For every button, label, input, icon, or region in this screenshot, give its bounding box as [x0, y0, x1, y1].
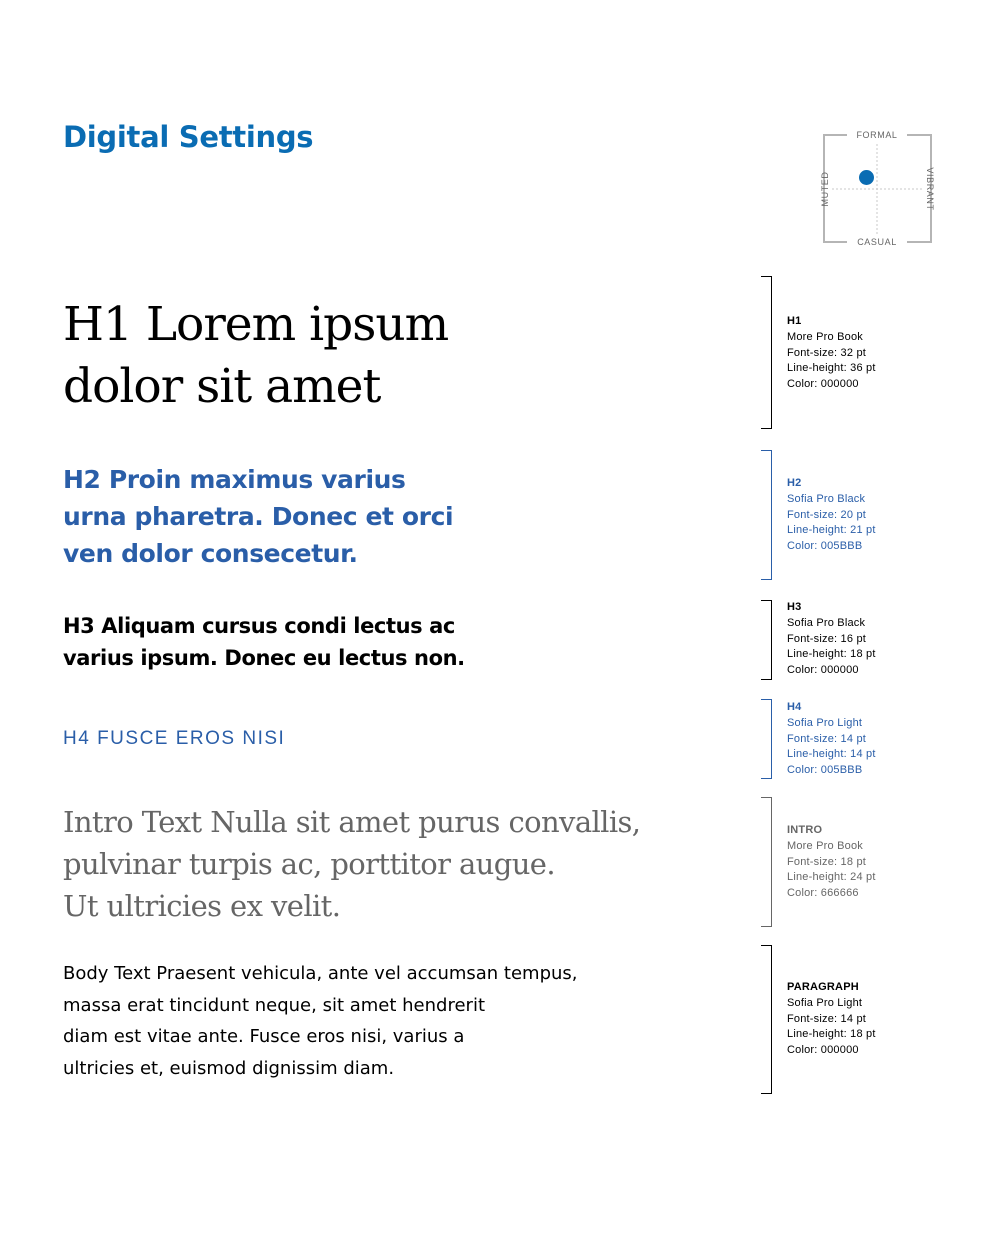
- spec-font-size: Font-size: 16 pt: [787, 632, 867, 645]
- spec-font-size: Font-size: 32 pt: [787, 346, 867, 359]
- h4-spec-bracket: [761, 699, 772, 779]
- paragraph-spec-bracket: [761, 945, 772, 1094]
- h3-sample: [63, 610, 583, 674]
- spec-line-height: Line-height: 24 pt: [787, 871, 876, 884]
- tone-label-casual: CASUAL: [857, 237, 897, 247]
- page-title: Digital Settings: [63, 120, 314, 154]
- spec-font: Sofia Pro Black: [787, 616, 866, 629]
- spec-title: H1: [787, 315, 802, 327]
- tone-label-formal: FORMAL: [856, 130, 898, 140]
- intro-sample-line: pulvinar turpis ac, porttitor augue.: [63, 847, 555, 881]
- spec-font: Sofia Pro Light: [787, 996, 863, 1009]
- spec-title: PARAGRAPH: [787, 981, 859, 993]
- h3-spec-bracket: [761, 600, 772, 680]
- spec-line-height: Line-height: 14 pt: [787, 748, 876, 761]
- body-sample-line: ultricies et, euismod dignissim diam.: [63, 1057, 395, 1079]
- spec-title: H4: [787, 701, 802, 713]
- spec-font: Sofia Pro Light: [787, 716, 863, 729]
- spec-line-height: Line-height: 18 pt: [787, 648, 876, 661]
- h2-sample-line: H2 Proin maximus varius: [63, 465, 406, 494]
- tone-label-vibrant: VIBRANT: [925, 167, 935, 211]
- tone-map: [812, 126, 942, 248]
- spec-title: H3: [787, 601, 802, 613]
- spec-title: H2: [787, 477, 802, 489]
- body-sample-line: Body Text Praesent vehicula, ante vel accumsan tempus,: [63, 963, 578, 984]
- tone-map-frame: [812, 126, 942, 248]
- intro-sample-line: Intro Text Nulla sit amet purus convallis,: [63, 805, 641, 839]
- spec-color: Color: 005BBB: [787, 540, 863, 553]
- h2-spec: [787, 476, 987, 555]
- tone-label-muted: MUTED: [820, 171, 830, 207]
- h3-sample-line: H3 Aliquam cursus condi lectus ac: [63, 614, 455, 638]
- body-sample: [63, 958, 623, 1084]
- intro-sample-line: Ut ultricies ex velit.: [63, 889, 341, 923]
- spec-font-size: Font-size: 14 pt: [787, 732, 867, 745]
- h4-spec: [787, 700, 987, 779]
- body-sample-line: massa erat tincidunt neque, sit amet hendrerit: [63, 994, 486, 1016]
- tone-marker: [859, 170, 874, 185]
- spec-color: Color: 005BBB: [787, 764, 863, 777]
- intro-spec: [787, 823, 987, 902]
- paragraph-spec: [787, 980, 987, 1059]
- spec-color: Color: 000000: [787, 1044, 859, 1057]
- spec-color: Color: 666666: [787, 887, 859, 900]
- h1-sample-line: dolor sit amet: [63, 359, 381, 414]
- spec-font: More Pro Book: [787, 839, 863, 852]
- h1-spec-bracket: [761, 276, 772, 429]
- spec-color: Color: 000000: [787, 378, 859, 391]
- intro-spec-bracket: [761, 797, 772, 927]
- spec-color: Color: 000000: [787, 664, 859, 677]
- h4-sample: H4 FUSCE EROS NISI: [63, 728, 286, 749]
- h2-sample-line: ven dolor consecetur.: [63, 539, 358, 568]
- h3-sample-line: varius ipsum. Donec eu lectus non.: [63, 646, 465, 670]
- body-sample-line: diam est vitae ante. Fusce eros nisi, varius a: [63, 1026, 465, 1047]
- spec-font-size: Font-size: 18 pt: [787, 855, 867, 868]
- h1-sample: [63, 294, 683, 418]
- h1-sample-line: H1 Lorem ipsum: [63, 297, 449, 352]
- spec-line-height: Line-height: 18 pt: [787, 1028, 876, 1041]
- spec-font: Sofia Pro Black: [787, 492, 866, 505]
- h3-spec: [787, 600, 987, 679]
- spec-title: INTRO: [787, 824, 823, 836]
- intro-sample: [63, 801, 703, 927]
- spec-line-height: Line-height: 21 pt: [787, 524, 876, 537]
- h2-sample-line: urna pharetra. Donec et orci: [63, 502, 454, 531]
- spec-font: More Pro Book: [787, 330, 863, 343]
- spec-font-size: Font-size: 14 pt: [787, 1012, 867, 1025]
- h1-spec: [787, 314, 987, 393]
- spec-font-size: Font-size: 20 pt: [787, 508, 867, 521]
- spec-line-height: Line-height: 36 pt: [787, 362, 876, 375]
- h2-sample: [63, 461, 583, 572]
- h2-spec-bracket: [761, 450, 772, 580]
